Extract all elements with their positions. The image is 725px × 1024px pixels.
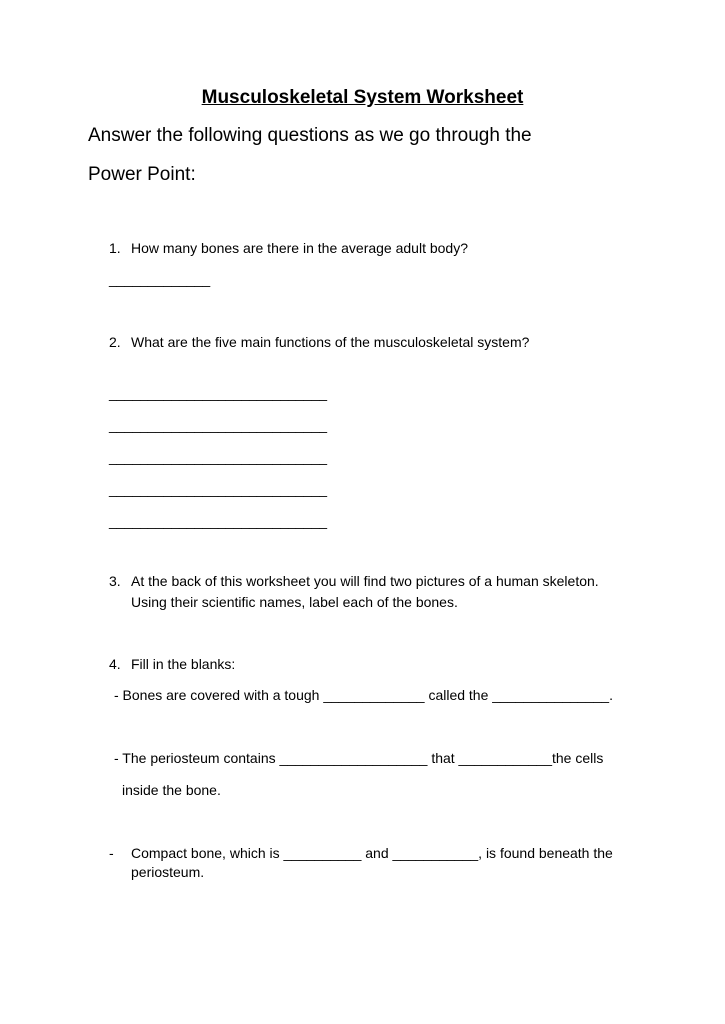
q4-fill-item-3-line-2: periosteum. [131,864,205,880]
q2-answer-blank-5: ____________________________ [109,513,328,529]
q4-fill-item-1: - Bones are covered with a tough _____________ called the _______________. [114,687,613,703]
q1-answer-blank: _____________ [109,271,211,287]
q3-text-line-2: Using their scientific names, label each of the bones. [131,594,458,610]
intro-line-2: Power Point: [88,164,196,185]
q4-fill-item-2-line-1: - The periosteum contains ___________________ that ____________the cells [114,750,604,766]
q4-fill-item-3-dash: - [109,845,114,861]
q4-fill-item-2-line-2: inside the bone. [122,782,221,798]
q4-fill-item-3-line-1: Compact bone, which is __________ and ___________, is found beneath the [131,845,613,861]
q1-text: How many bones are there in the average adult body? [131,240,468,256]
q3-text-line-1: At the back of this worksheet you will find two pictures of a human skeleton. [131,573,599,589]
q2-answer-blank-3: ____________________________ [109,449,328,465]
q2-answer-blank-4: ____________________________ [109,481,328,497]
q1-number: 1. [109,240,121,256]
q4-number: 4. [109,656,121,672]
q3-number: 3. [109,573,121,589]
q2-number: 2. [109,334,121,350]
q2-text: What are the five main functions of the musculoskeletal system? [131,334,530,350]
intro-line-1: Answer the following questions as we go through the [88,125,532,146]
page-title: Musculoskeletal System Worksheet [201,87,524,108]
q4-text: Fill in the blanks: [131,656,236,672]
q2-answer-blank-1: ____________________________ [109,385,328,401]
q2-answer-blank-2: ____________________________ [109,417,328,433]
